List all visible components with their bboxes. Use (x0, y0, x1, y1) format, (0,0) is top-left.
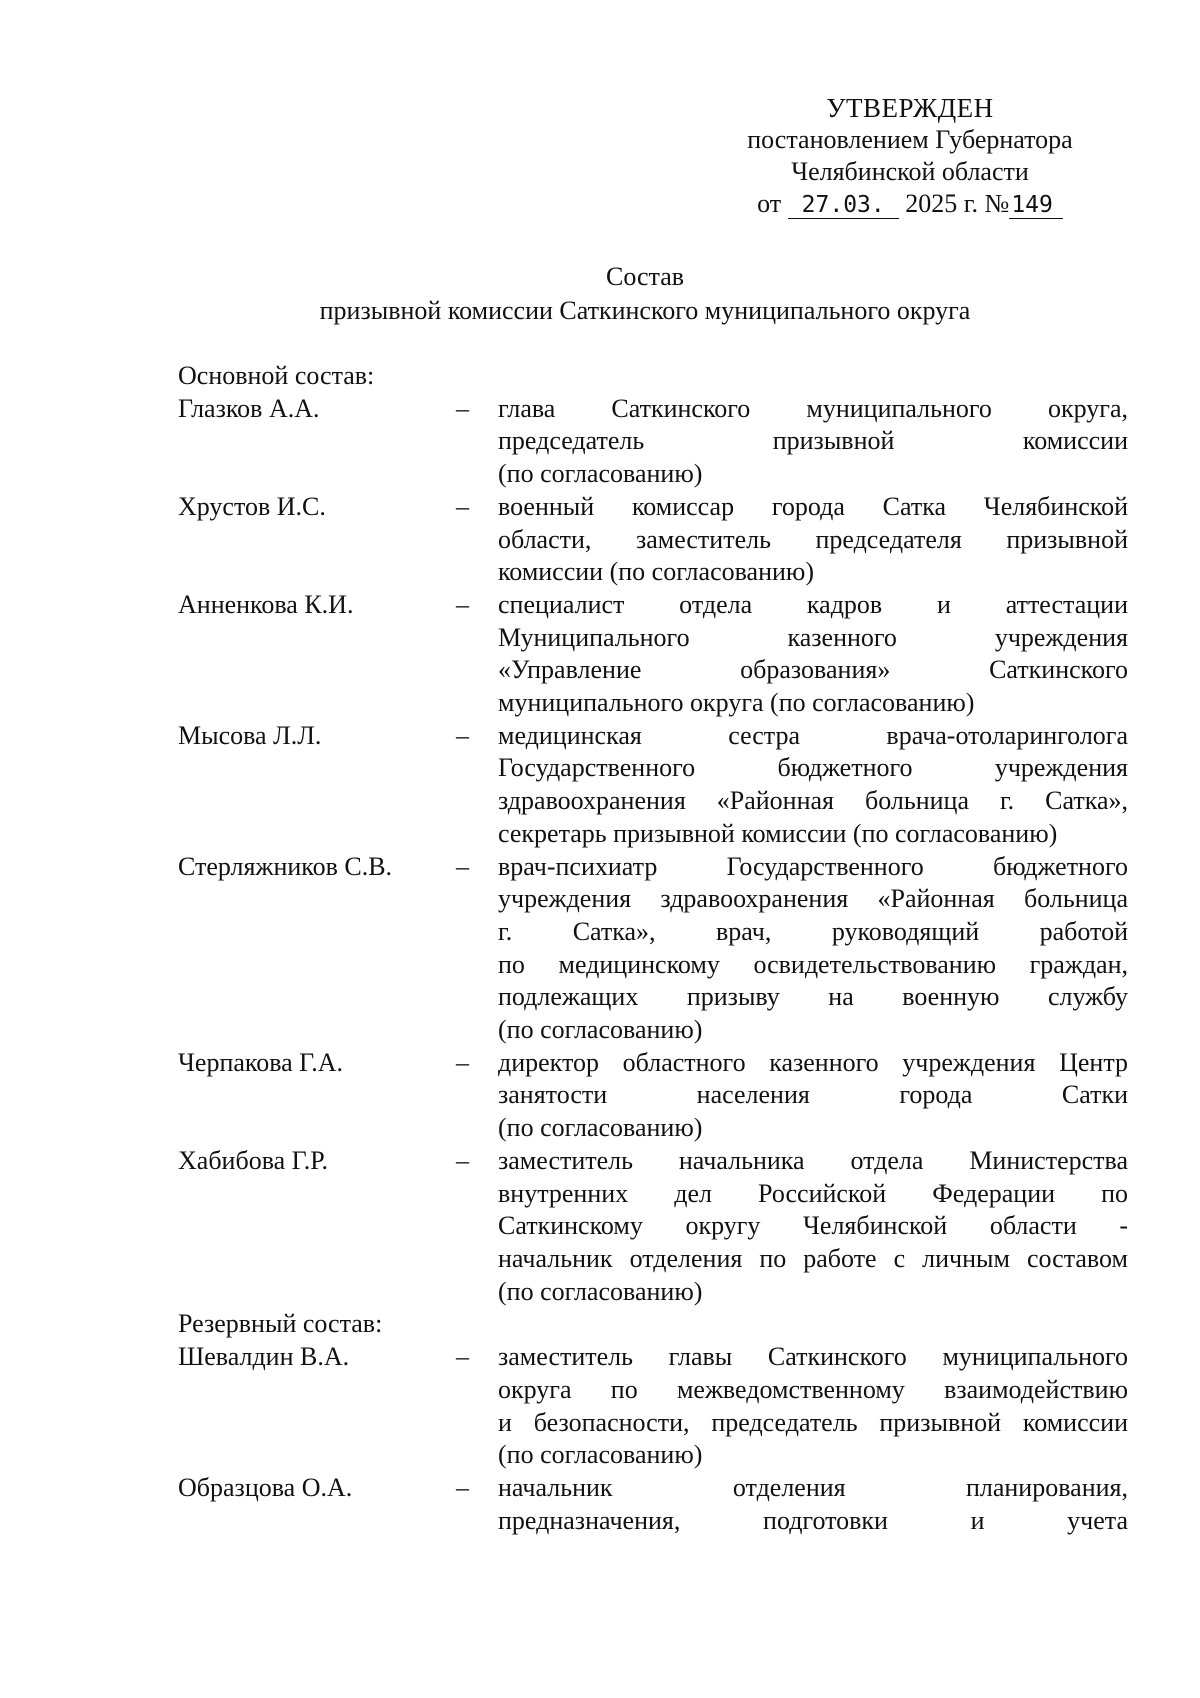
position-line: (по согласованию) (498, 459, 703, 489)
position-line: внутренних дел Российской Федерации по (498, 1178, 1128, 1208)
position-line: муниципального округа (по согласованию) (498, 688, 975, 718)
member-dash: – (456, 1342, 469, 1372)
member-dash: – (456, 491, 469, 521)
position-line: врач-психиатр Государственного бюджетного (498, 851, 1128, 881)
position-line: комиссии (по согласованию) (498, 557, 814, 587)
main-section-heading: Основной состав: (178, 361, 375, 390)
position-line: Государственного бюджетного учреждения (498, 753, 1128, 783)
approval-title: УТВЕРЖДЕН (826, 93, 994, 123)
reserve-members (178, 1341, 1128, 1537)
date-prefix: от (757, 189, 782, 218)
member-row (178, 589, 1128, 720)
position-line: подлежащих призыву на военную службу (498, 982, 1128, 1012)
position-line: председатель призывной комиссии (498, 426, 1128, 456)
main-members (178, 393, 1128, 1309)
position-line: (по согласованию) (498, 1276, 703, 1306)
position-line: округа по межведомственному взаимодействию (498, 1374, 1128, 1404)
member-position (498, 491, 1128, 589)
member-name: Анненкова К.И. (178, 589, 354, 619)
member-position (498, 1472, 1128, 1537)
member-dash: – (456, 720, 469, 750)
member-dash: – (456, 589, 469, 619)
position-line: по медицинскому освидетельствованию граждан, (498, 949, 1128, 979)
position-line: (по согласованию) (498, 1015, 703, 1045)
member-dash: – (456, 393, 469, 423)
member-name: Глазков А.А. (178, 393, 320, 423)
member-position (498, 1145, 1128, 1309)
document-title (180, 260, 1110, 328)
members-list (178, 360, 1128, 1537)
member-name: Образцова О.А. (178, 1472, 353, 1502)
member-position (498, 720, 1128, 851)
member-name: Хрустов И.С. (178, 491, 326, 521)
position-line: заместитель главы Саткинского муниципального (498, 1342, 1128, 1372)
position-line: занятости населения города Сатки (498, 1080, 1128, 1110)
position-line: медицинская сестра врача-отоларинголога (498, 720, 1128, 750)
member-row (178, 851, 1128, 1047)
member-position (498, 1047, 1128, 1145)
position-line: глава Саткинского муниципального округа, (498, 393, 1128, 423)
position-line: начальник отделения планирования, (498, 1472, 1128, 1502)
member-position (498, 851, 1128, 1047)
member-position (498, 589, 1128, 720)
position-line: г. Сатка», врач, руководящий работой (498, 916, 1128, 946)
member-position (498, 393, 1128, 491)
member-row (178, 1047, 1128, 1145)
position-line: «Управление образования» Саткинского (498, 655, 1128, 685)
title-line-1: Состав (605, 262, 685, 291)
position-line: военный комиссар города Сатка Челябинской (498, 491, 1128, 521)
approval-date-line (700, 188, 1120, 220)
position-line: предназначения, подготовки и учета (498, 1505, 1128, 1535)
member-row (178, 1145, 1128, 1309)
date-value: 27.03. (788, 192, 899, 219)
member-row (178, 1472, 1128, 1537)
member-row (178, 1341, 1128, 1472)
member-dash: – (456, 1047, 469, 1077)
member-position (498, 1341, 1128, 1472)
member-row (178, 491, 1128, 589)
decree-number: 149 (1009, 192, 1063, 219)
position-line: начальник отделения по работе с личным составом (498, 1243, 1128, 1273)
title-line-2: призывной комиссии Саткинского муниципального округа (319, 296, 971, 325)
member-row (178, 720, 1128, 851)
member-row (178, 393, 1128, 491)
position-line: учреждения здравоохранения «Районная больница (498, 884, 1128, 914)
approval-line-2: Челябинской области (791, 157, 1029, 186)
member-dash: – (456, 1472, 469, 1502)
position-line: специалист отдела кадров и аттестации (498, 589, 1128, 619)
member-name: Мысова Л.Л. (178, 720, 322, 750)
reserve-section-heading: Резервный состав: (178, 1309, 383, 1339)
date-suffix: 2025 г. № (905, 189, 1010, 218)
position-line: и безопасности, председатель призывной комиссии (498, 1407, 1128, 1437)
position-line: (по согласованию) (498, 1440, 703, 1470)
approval-block (700, 92, 1120, 220)
approval-line-1: постановлением Губернатора (747, 125, 1073, 154)
position-line: Муниципального казенного учреждения (498, 622, 1128, 652)
member-name: Хабибова Г.Р. (178, 1145, 328, 1175)
member-dash: – (456, 1145, 469, 1175)
member-name: Шевалдин В.А. (178, 1342, 350, 1372)
member-name: Стерляжников С.В. (178, 851, 393, 881)
position-line: секретарь призывной комиссии (по согласованию) (498, 818, 1058, 848)
member-name: Черпакова Г.А. (178, 1047, 344, 1077)
position-line: (по согласованию) (498, 1113, 703, 1143)
position-line: заместитель начальника отдела Министерства (498, 1145, 1128, 1175)
position-line: области, заместитель председателя призывной (498, 524, 1128, 554)
position-line: директор областного казенного учреждения Центр (498, 1047, 1128, 1077)
position-line: Саткинскому округу Челябинской области - (498, 1211, 1128, 1241)
position-line: здравоохранения «Районная больница г. Сатка», (498, 786, 1128, 816)
member-dash: – (456, 851, 469, 881)
